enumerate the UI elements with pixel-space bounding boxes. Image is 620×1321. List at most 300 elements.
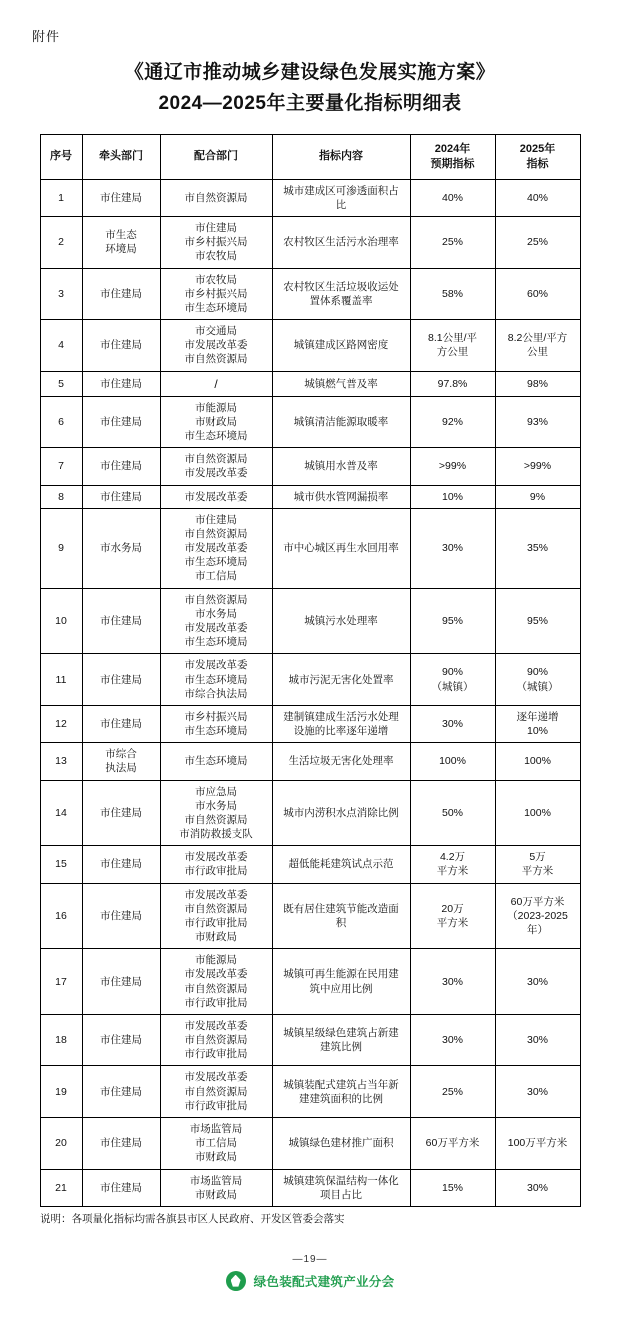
cell-2024-target-line: 8.1公里/平 — [427, 332, 477, 345]
cell-2024-target-line: 15% — [441, 1181, 463, 1194]
cell-indicator-content — [272, 320, 410, 372]
cell-cooperating-department — [160, 508, 272, 588]
table-row — [40, 396, 580, 448]
col-header-2025-line1: 2025年 — [519, 143, 556, 155]
cell-indicator-content — [272, 485, 410, 508]
cell-2024-target — [410, 949, 495, 1015]
leaf-logo-icon — [226, 1271, 246, 1291]
cell-cooperating-department-line: 市住建局 — [195, 222, 237, 235]
cell-indicator-content-line: 城市建成区可渗透面积占 — [283, 184, 399, 197]
cell-2024-target-line: 90% — [441, 666, 463, 679]
cell-cooperating-department-line: 市生态环境局 — [184, 301, 248, 314]
cell-2025-target-line: 98% — [526, 377, 548, 390]
cell-cooperating-department-line: 市发展改革委 — [184, 851, 248, 864]
cell-2024-target — [410, 448, 495, 485]
cell-2025-target-line: 30% — [526, 1085, 548, 1098]
cell-indicator-content — [272, 508, 410, 588]
table-row — [40, 1066, 580, 1118]
cell-indicator-content-line: 城镇清洁能源取暖率 — [293, 415, 389, 428]
cell-indicator-content — [272, 448, 410, 485]
cell-seq: 16 — [40, 883, 82, 949]
cell-2024-target — [410, 743, 495, 780]
cell-indicator-content-line: 城镇可再生能源在民用建 — [283, 968, 399, 981]
cell-lead-department — [82, 705, 160, 742]
col-header-2025-line2: 指标 — [526, 157, 549, 170]
cell-2024-target — [410, 654, 495, 706]
cell-2025-target — [495, 846, 580, 883]
cell-lead-department — [82, 588, 160, 654]
cell-2025-target-line: 60% — [526, 287, 548, 300]
cell-cooperating-department — [160, 1066, 272, 1118]
cell-cooperating-department-line: 市行政审批局 — [184, 916, 248, 929]
cell-cooperating-department — [160, 846, 272, 883]
cell-2024-target-line: 25% — [441, 236, 463, 249]
cell-2025-target — [495, 949, 580, 1015]
indicator-table — [40, 134, 581, 1207]
cell-seq: 6 — [40, 396, 82, 448]
cell-indicator-content-line: 比 — [335, 198, 347, 211]
table-row — [40, 508, 580, 588]
cell-indicator-content — [272, 217, 410, 269]
cell-cooperating-department — [160, 179, 272, 216]
cell-2025-target — [495, 654, 580, 706]
cell-cooperating-department-line: 市自然资源局 — [184, 902, 248, 915]
cell-indicator-content-line: 设施的比率逐年递增 — [293, 725, 389, 738]
cell-cooperating-department-line: 市发展改革委 — [184, 490, 248, 503]
cell-cooperating-department-line: 市水务局 — [195, 799, 237, 812]
cell-seq: 11 — [40, 654, 82, 706]
cell-2024-target-line: 20万 — [441, 902, 464, 915]
col-header-lead-department: 牵头部门 — [82, 135, 160, 180]
cell-lead-department-line: 市住建局 — [100, 1181, 142, 1194]
cell-2025-target-line: 公里 — [527, 346, 548, 359]
cell-2025-target — [495, 588, 580, 654]
page-number: —19— — [292, 1253, 328, 1265]
cell-2025-target-line: 100% — [524, 806, 551, 819]
footer-brand-label: 绿色装配式建筑产业分会 — [253, 1274, 395, 1289]
cell-seq: 1 — [40, 179, 82, 216]
cell-seq: 12 — [40, 705, 82, 742]
cell-seq: 3 — [40, 268, 82, 320]
cell-2025-target-line: 90% — [526, 666, 548, 679]
cell-2024-target-line: 30% — [441, 1034, 463, 1047]
cell-seq: 5 — [40, 371, 82, 396]
cell-indicator-content-line: 置体系覆盖率 — [309, 294, 373, 307]
cell-seq: 18 — [40, 1014, 82, 1066]
cell-cooperating-department-line: 市生态环境局 — [184, 755, 248, 768]
cell-cooperating-department-line: 市场监管局 — [189, 1122, 243, 1135]
cell-2024-target-line: 95% — [441, 614, 463, 627]
cell-cooperating-department-line: 市自然资源局 — [184, 191, 248, 204]
cell-lead-department-line: 市住建局 — [100, 339, 142, 352]
cell-cooperating-department-line: 市财政局 — [195, 931, 237, 944]
cell-cooperating-department-line: 市自然资源局 — [184, 1034, 248, 1047]
cell-cooperating-department-line: 市财政局 — [195, 1151, 237, 1164]
cell-2025-target-line: 30% — [526, 1181, 548, 1194]
cell-2025-target-line: 35% — [526, 542, 548, 555]
table-row — [40, 485, 580, 508]
table-row — [40, 371, 580, 396]
cell-indicator-content-line: 城镇星级绿色建筑占新建 — [283, 1027, 399, 1040]
cell-cooperating-department-line: 市生态环境局 — [184, 673, 248, 686]
cell-indicator-content — [272, 846, 410, 883]
cell-2025-target — [495, 320, 580, 372]
cell-indicator-content-line: 积 — [335, 916, 347, 929]
cell-cooperating-department — [160, 705, 272, 742]
cell-lead-department-line: 市住建局 — [100, 717, 142, 730]
cell-cooperating-department-line: 市自然资源局 — [184, 1085, 248, 1098]
cell-indicator-content — [272, 780, 410, 846]
cell-seq: 2 — [40, 217, 82, 269]
page-title-line2: 2024—2025年主要量化指标明细表 — [158, 92, 462, 114]
table-row — [40, 217, 580, 269]
cell-cooperating-department-line: 市行政审批局 — [184, 1048, 248, 1061]
cell-2024-target — [410, 508, 495, 588]
cell-2025-target — [495, 485, 580, 508]
table-header — [40, 135, 580, 180]
cell-cooperating-department-line: 市发展改革委 — [184, 659, 248, 672]
cell-2024-target-line: 50% — [441, 806, 463, 819]
cell-indicator-content-line: 城镇用水普及率 — [304, 460, 378, 473]
table-row — [40, 654, 580, 706]
cell-2025-target-line: 8.2公里/平方 — [507, 332, 568, 345]
cell-cooperating-department-line: 市自然资源局 — [184, 353, 248, 366]
cell-cooperating-department-line: 市财政局 — [195, 415, 237, 428]
cell-2024-target-line: 58% — [441, 287, 463, 300]
cell-lead-department-line: 市住建局 — [100, 975, 142, 988]
cell-2025-target-line: 60万平方米 — [510, 895, 565, 908]
cell-2024-target-line: >99% — [438, 460, 467, 473]
cell-lead-department — [82, 1014, 160, 1066]
cell-indicator-content-line: 城市内涝积水点消除比例 — [283, 806, 399, 819]
cell-2024-target-line: 60万平方米 — [425, 1137, 480, 1150]
cell-lead-department-line: 市住建局 — [100, 909, 142, 922]
cell-2025-target — [495, 448, 580, 485]
cell-lead-department — [82, 371, 160, 396]
cell-seq: 9 — [40, 508, 82, 588]
cell-lead-department — [82, 743, 160, 780]
cell-cooperating-department-line: 市发展改革委 — [184, 888, 248, 901]
cell-indicator-content-line: 农村牧区生活垃圾收运处 — [283, 280, 399, 293]
cell-2024-target-line: 30% — [441, 542, 463, 555]
cell-seq: 17 — [40, 949, 82, 1015]
cell-cooperating-department-line: 市自然资源局 — [184, 593, 248, 606]
table-row — [40, 780, 580, 846]
cell-cooperating-department — [160, 1014, 272, 1066]
cell-cooperating-department-line: 市生态环境局 — [184, 556, 248, 569]
cell-2025-target — [495, 780, 580, 846]
cell-indicator-content-line: 城镇装配式建筑占当年新 — [283, 1078, 399, 1091]
cell-cooperating-department — [160, 949, 272, 1015]
cell-cooperating-department — [160, 217, 272, 269]
cell-cooperating-department-line: 市生态环境局 — [184, 725, 248, 738]
cell-seq: 15 — [40, 846, 82, 883]
cell-cooperating-department — [160, 654, 272, 706]
cell-cooperating-department-line: 市发展改革委 — [184, 542, 248, 555]
col-header-2024-line2: 预期指标 — [430, 157, 475, 170]
page-title-line1: 《通辽市推动城乡建设绿色发展实施方案》 — [124, 62, 496, 83]
cell-cooperating-department-line: 市行政审批局 — [184, 996, 248, 1009]
cell-indicator-content — [272, 743, 410, 780]
cell-2024-target — [410, 1117, 495, 1169]
cell-indicator-content — [272, 1066, 410, 1118]
cell-2025-target — [495, 508, 580, 588]
table-row — [40, 1014, 580, 1066]
col-header-indicator-content: 指标内容 — [272, 135, 410, 180]
cell-2025-target-line: 30% — [526, 1034, 548, 1047]
cell-lead-department — [82, 396, 160, 448]
cell-cooperating-department-line: 市水务局 — [195, 607, 237, 620]
cell-2025-target-line: （2023-2025 — [507, 909, 568, 922]
cell-2025-target-line: >99% — [523, 460, 552, 473]
cell-cooperating-department-line: 市自然资源局 — [184, 813, 248, 826]
cell-2024-target-line: （城镇） — [431, 680, 474, 693]
cell-cooperating-department-line: 市农牧局 — [195, 273, 237, 286]
cell-lead-department-line: 市住建局 — [100, 1085, 142, 1098]
cell-2025-target-line: 10% — [526, 725, 548, 738]
cell-lead-department — [82, 448, 160, 485]
cell-cooperating-department-line: 市应急局 — [195, 785, 237, 798]
cell-lead-department — [82, 217, 160, 269]
table-note: 说明：各项量化指标均需各旗县市区人民政府、开发区管委会落实 — [40, 1212, 345, 1225]
table-row — [40, 883, 580, 949]
cell-cooperating-department — [160, 268, 272, 320]
cell-cooperating-department — [160, 320, 272, 372]
cell-2025-target-line: 25% — [526, 236, 548, 249]
cell-cooperating-department-line: 市工信局 — [195, 1137, 237, 1150]
cell-lead-department — [82, 949, 160, 1015]
cell-indicator-content — [272, 949, 410, 1015]
cell-indicator-content-line: 建制镇建成生活污水处理 — [283, 710, 399, 723]
cell-cooperating-department-line: 市交通局 — [195, 325, 237, 338]
cell-cooperating-department-line: 市发展改革委 — [184, 1019, 248, 1032]
cell-lead-department — [82, 1169, 160, 1206]
cell-2025-target-line: 100万平方米 — [507, 1137, 568, 1150]
cell-indicator-content — [272, 705, 410, 742]
cell-cooperating-department-line: 市乡村振兴局 — [184, 710, 248, 723]
col-header-seq: 序号 — [40, 135, 82, 180]
cell-2024-target-line: 4.2万 — [439, 851, 466, 864]
cell-cooperating-department-line: 市行政审批局 — [184, 865, 248, 878]
cell-indicator-content-line: 城镇污水处理率 — [304, 614, 378, 627]
cell-cooperating-department — [160, 371, 272, 396]
cell-lead-department — [82, 268, 160, 320]
cell-cooperating-department-line: 市农牧局 — [195, 250, 237, 263]
footer-brand — [26, 1271, 594, 1305]
table-row — [40, 743, 580, 780]
cell-indicator-content — [272, 1014, 410, 1066]
cell-2025-target — [495, 743, 580, 780]
cell-lead-department — [82, 1066, 160, 1118]
cell-lead-department-line: 环境局 — [105, 243, 137, 256]
cell-lead-department-line: 市住建局 — [100, 377, 142, 390]
cell-lead-department-line: 市住建局 — [100, 460, 142, 473]
cell-2024-target-line: 92% — [441, 415, 463, 428]
cell-2025-target-line: 95% — [526, 614, 548, 627]
cell-lead-department-line: 市住建局 — [100, 490, 142, 503]
cell-indicator-content-line: 项目占比 — [320, 1188, 362, 1201]
cell-lead-department-line: 市住建局 — [100, 614, 142, 627]
cell-cooperating-department-line: 市能源局 — [195, 401, 237, 414]
cell-lead-department — [82, 846, 160, 883]
cell-2024-target — [410, 1169, 495, 1206]
cell-2025-target — [495, 396, 580, 448]
cell-seq: 14 — [40, 780, 82, 846]
cell-2025-target — [495, 217, 580, 269]
col-header-2024-target — [410, 135, 495, 180]
cell-indicator-content — [272, 396, 410, 448]
cell-indicator-content-line: 筑中应用比例 — [309, 982, 373, 995]
cell-cooperating-department — [160, 588, 272, 654]
cell-2024-target-line: 平方米 — [436, 916, 469, 929]
cell-lead-department-line: 市住建局 — [100, 415, 142, 428]
cell-cooperating-department-line: 市能源局 — [195, 954, 237, 967]
cell-2024-target-line: 100% — [439, 755, 466, 768]
cell-2025-target-line: 年） — [527, 924, 548, 936]
cell-cooperating-department-line: 市自然资源局 — [184, 453, 248, 466]
cell-indicator-content-line: 城镇建成区路网密度 — [293, 339, 389, 352]
cell-2024-target-line: 40% — [441, 191, 463, 204]
cell-2025-target-line: 9% — [529, 490, 546, 503]
cell-2025-target — [495, 1117, 580, 1169]
cell-indicator-content — [272, 588, 410, 654]
table-row — [40, 448, 580, 485]
cell-cooperating-department-line: 市乡村振兴局 — [184, 287, 248, 300]
cell-2025-target-line: 40% — [526, 191, 548, 204]
col-header-2025-target — [495, 135, 580, 180]
table-row — [40, 588, 580, 654]
cell-cooperating-department — [160, 485, 272, 508]
cell-indicator-content-line: 市中心城区再生水回用率 — [283, 542, 399, 555]
cell-lead-department — [82, 780, 160, 846]
cell-seq: 21 — [40, 1169, 82, 1206]
cell-seq: 7 — [40, 448, 82, 485]
cell-2024-target-line: 平方米 — [436, 865, 469, 878]
cell-lead-department — [82, 508, 160, 588]
cell-2024-target — [410, 371, 495, 396]
cell-indicator-content-line: 城市污泥无害化处置率 — [288, 673, 394, 686]
cell-indicator-content-line: 农村牧区生活污水治理率 — [283, 236, 399, 249]
cell-2024-target — [410, 268, 495, 320]
cell-seq: 13 — [40, 743, 82, 780]
attachment-label: 附件 — [32, 29, 61, 44]
cell-2024-target — [410, 883, 495, 949]
col-header-cooperating-department: 配合部门 — [160, 135, 272, 180]
cell-cooperating-department-line: 市工信局 — [195, 570, 237, 583]
cell-lead-department — [82, 485, 160, 508]
cell-2025-target — [495, 179, 580, 216]
cell-lead-department-line: 市生态 — [105, 229, 137, 242]
cell-indicator-content-line: 超低能耗建筑试点示范 — [288, 858, 394, 871]
cell-lead-department-line: 市住建局 — [100, 673, 142, 686]
cell-2024-target — [410, 1066, 495, 1118]
cell-2024-target — [410, 1014, 495, 1066]
cell-2025-target — [495, 883, 580, 949]
table-row — [40, 320, 580, 372]
cell-seq: 8 — [40, 485, 82, 508]
cell-2024-target-line: 25% — [441, 1085, 463, 1098]
cell-2025-target-line: 100% — [524, 755, 551, 768]
cell-2025-target-line: 5万 — [529, 851, 546, 864]
cell-2025-target — [495, 268, 580, 320]
cell-cooperating-department-line: 市行政审批局 — [184, 1099, 248, 1112]
cell-cooperating-department — [160, 448, 272, 485]
cell-cooperating-department-line: 市发展改革委 — [184, 968, 248, 981]
cell-lead-department-line: 市综合 — [105, 748, 137, 761]
cell-indicator-content — [272, 1169, 410, 1206]
cell-2024-target — [410, 217, 495, 269]
cell-cooperating-department-line: 市自然资源局 — [184, 982, 248, 995]
cell-2024-target-line: 10% — [441, 490, 463, 503]
cell-cooperating-department-line: 市发展改革委 — [184, 339, 248, 352]
cell-2024-target-line: 30% — [441, 975, 463, 988]
cell-cooperating-department-line: 市消防救援支队 — [179, 828, 253, 841]
cell-2024-target — [410, 705, 495, 742]
cell-cooperating-department — [160, 780, 272, 846]
cell-seq: 10 — [40, 588, 82, 654]
cell-indicator-content-line: 建筑比例 — [320, 1041, 362, 1054]
cell-cooperating-department-line: 市自然资源局 — [184, 527, 248, 540]
table-body — [40, 179, 580, 1206]
cell-lead-department-line: 市住建局 — [100, 858, 142, 871]
cell-2025-target-line: （城镇） — [516, 680, 559, 693]
cell-lead-department-line: 市住建局 — [100, 1034, 142, 1047]
cell-2024-target-line: 方公里 — [436, 346, 469, 359]
cell-cooperating-department — [160, 743, 272, 780]
cell-seq: 4 — [40, 320, 82, 372]
table-row — [40, 1117, 580, 1169]
cell-cooperating-department-line: 市发展改革委 — [184, 1071, 248, 1084]
cell-lead-department-line: 市水务局 — [100, 542, 142, 555]
cell-indicator-content-line: 城镇燃气普及率 — [304, 377, 378, 390]
table-row — [40, 268, 580, 320]
cell-2025-target — [495, 1014, 580, 1066]
cell-cooperating-department-line: 市发展改革委 — [184, 467, 248, 480]
table-row — [40, 949, 580, 1015]
cell-2025-target-line: 平方米 — [521, 865, 554, 878]
cell-indicator-content — [272, 654, 410, 706]
cell-indicator-content — [272, 883, 410, 949]
table-row — [40, 1169, 580, 1206]
cell-2024-target — [410, 320, 495, 372]
cell-2024-target — [410, 846, 495, 883]
table-row — [40, 846, 580, 883]
cell-cooperating-department-line: 市发展改革委 — [184, 622, 248, 634]
cell-indicator-content — [272, 179, 410, 216]
cell-cooperating-department-line: 市乡村振兴局 — [184, 236, 248, 249]
cell-cooperating-department-line: 市场监管局 — [189, 1174, 243, 1187]
cell-lead-department-line: 市住建局 — [100, 287, 142, 300]
cell-cooperating-department-line: 市生态环境局 — [184, 636, 248, 649]
cell-2025-target-line: 逐年递增 — [516, 710, 559, 723]
table-row — [40, 705, 580, 742]
cell-2024-target-line: 97.8% — [437, 377, 468, 390]
cell-2024-target — [410, 179, 495, 216]
cell-2024-target — [410, 780, 495, 846]
cell-2025-target — [495, 1169, 580, 1206]
col-header-2024-line1: 2024年 — [434, 143, 471, 155]
cell-2025-target — [495, 1066, 580, 1118]
cell-indicator-content — [272, 1117, 410, 1169]
cell-lead-department — [82, 320, 160, 372]
cell-2024-target-line: 30% — [441, 717, 463, 730]
cell-lead-department — [82, 179, 160, 216]
cell-seq: 19 — [40, 1066, 82, 1118]
cell-indicator-content — [272, 371, 410, 396]
cell-2024-target — [410, 588, 495, 654]
cell-seq: 20 — [40, 1117, 82, 1169]
cell-cooperating-department-line: 市生态环境局 — [184, 430, 248, 443]
